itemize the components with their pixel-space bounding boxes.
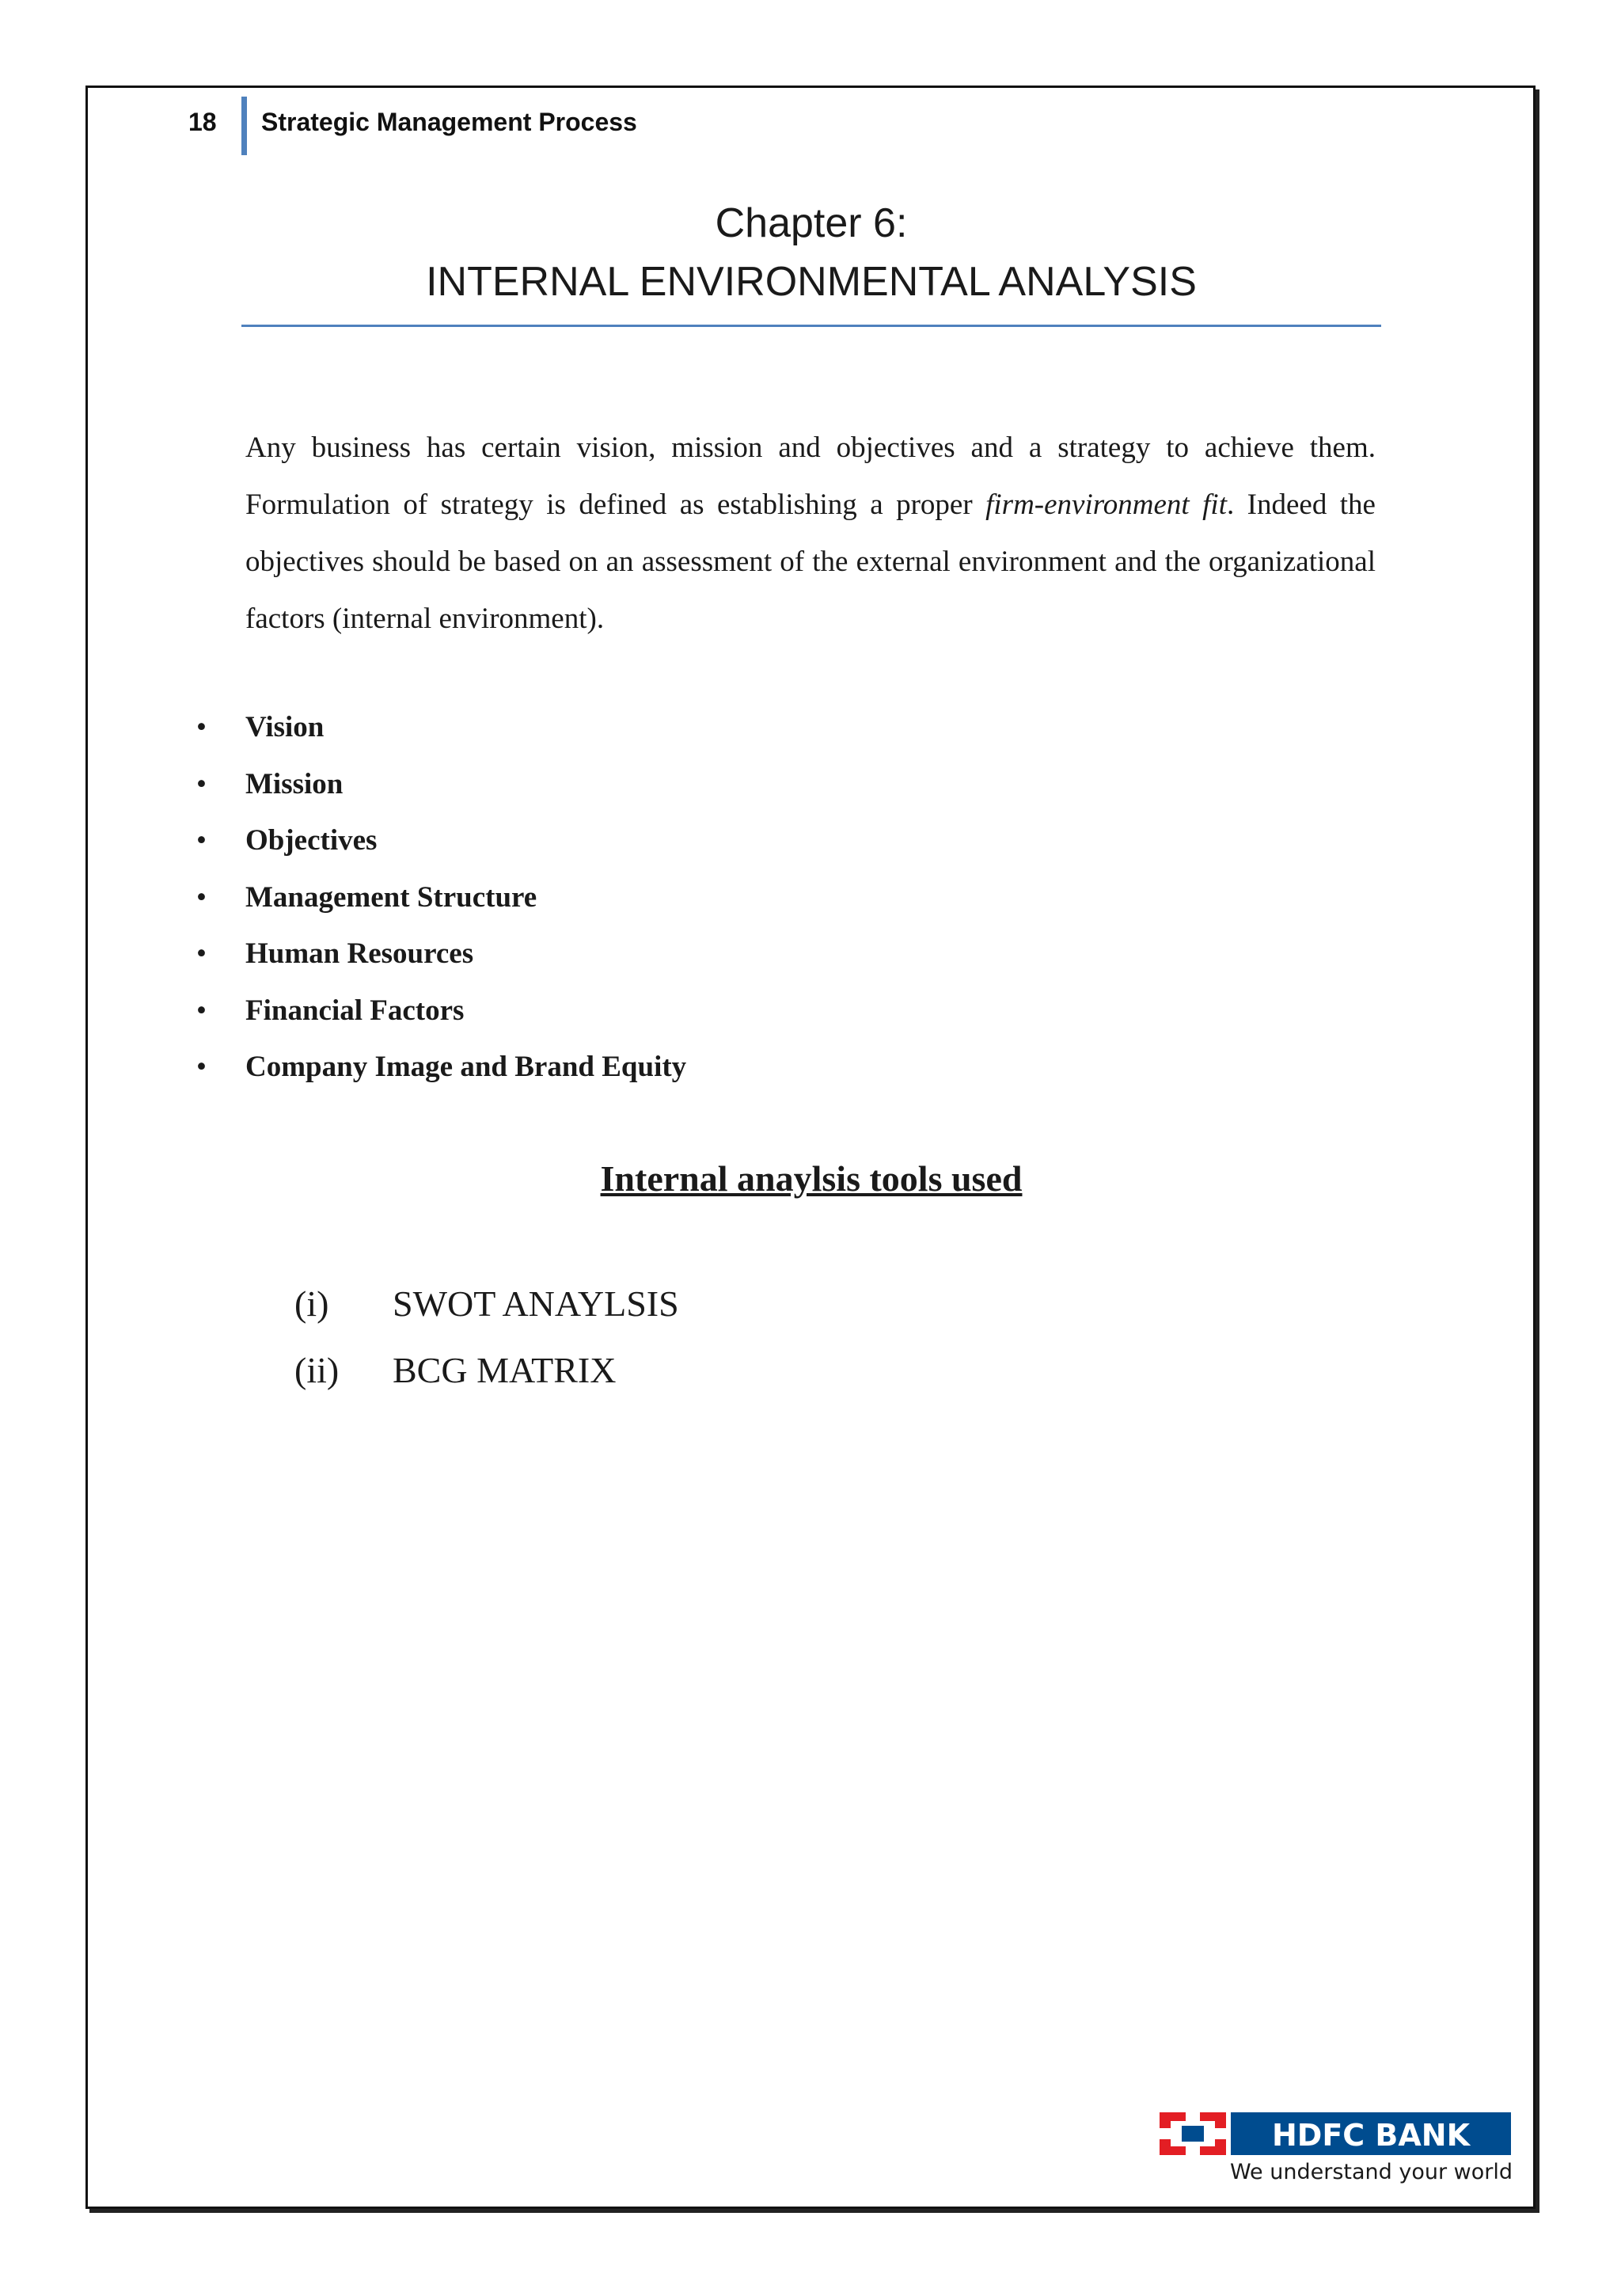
list-item [0, 703, 686, 760]
list-item [0, 760, 686, 817]
list-item-label: Objectives [245, 824, 378, 857]
intro-text-start: Any business has certain vision, mission and objectives and a strategy to achieve them. Formulation of strategy is defined as establishing a proper [245, 431, 1376, 521]
tool-number: (ii) [294, 1350, 340, 1390]
header-divider [241, 97, 247, 155]
list-item [0, 1043, 686, 1100]
logo-name: HDFC BANK [1271, 2118, 1471, 2153]
bullet-icon: • [196, 880, 207, 914]
page-number: 18 [188, 108, 217, 136]
hdfc-emblem-icon [1160, 2112, 1226, 2155]
hdfc-bank-logo [1158, 2111, 1514, 2184]
tool-number: (i) [294, 1283, 329, 1324]
list-item-label: Financial Factors [245, 994, 465, 1027]
page-border [85, 86, 1536, 2209]
list-item [0, 873, 686, 930]
intro-emphasis: firm-environment fit [985, 488, 1227, 521]
tool-name: SWOT ANAYLSIS [393, 1283, 679, 1324]
intro-text-end: . Indeed the objectives should be based on an assessment of the external environment and the organizational factors (internal environment). [245, 488, 1376, 635]
chapter-number: Chapter 6: [715, 200, 908, 246]
bullet-icon: • [196, 767, 207, 800]
chapter-title: INTERNAL ENVIRONMENTAL ANALYSIS [426, 259, 1197, 305]
running-title: Strategic Management Process [261, 108, 637, 136]
bullet-icon: • [196, 994, 207, 1027]
list-item-label: Management Structure [245, 880, 537, 914]
tool-name: BCG MATRIX [393, 1350, 617, 1390]
bullet-icon: • [196, 937, 207, 970]
internal-factors-list [0, 703, 686, 1100]
list-item [0, 986, 686, 1043]
bullet-icon: • [196, 1051, 207, 1083]
intro-paragraph [245, 420, 1376, 648]
bullet-icon: • [196, 824, 207, 857]
list-item [0, 816, 686, 873]
logo-tagline: We understand your world [1229, 2160, 1513, 2184]
list-item-label: Vision [245, 711, 325, 743]
list-item [0, 929, 686, 986]
chapter-title-rule [241, 325, 1381, 327]
list-item-label: Mission [245, 767, 344, 800]
list-item-label: Human Resources [245, 937, 474, 970]
bullet-icon: • [196, 711, 207, 743]
tools-heading: Internal anaylsis tools used [600, 1158, 1023, 1199]
list-item-label: Company Image and Brand Equity [245, 1051, 687, 1083]
